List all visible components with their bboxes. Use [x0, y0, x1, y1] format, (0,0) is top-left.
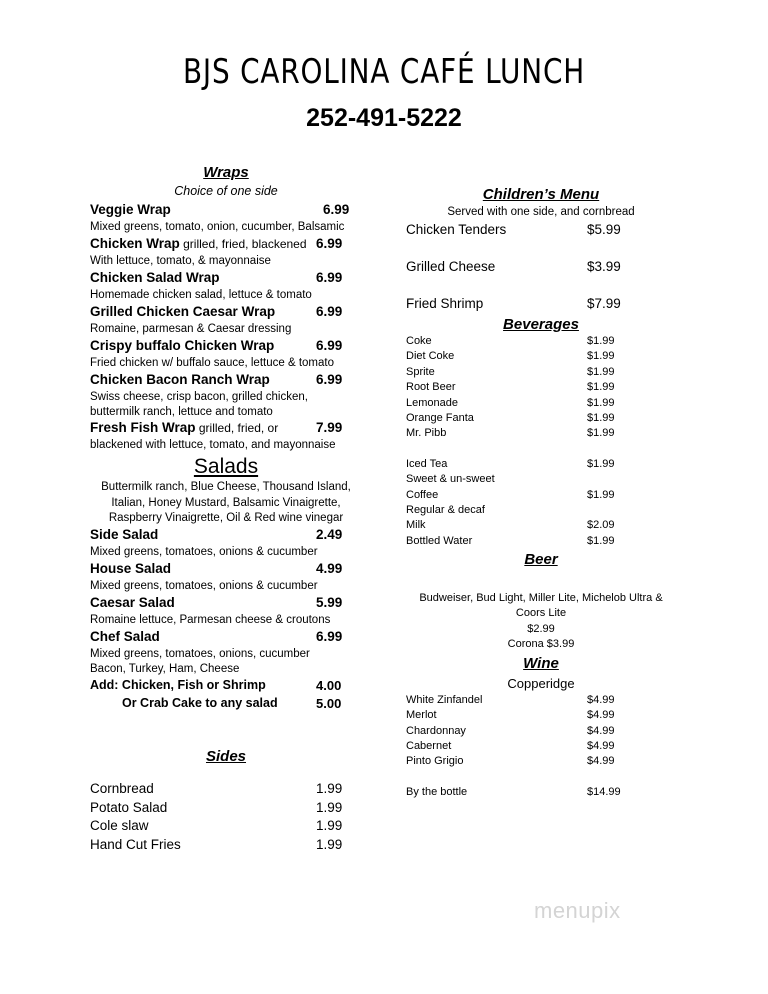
wrap-price: 6.99	[316, 338, 343, 353]
salad-addon-label: Or Crab Cake to any salad	[122, 696, 278, 710]
wrap-name-suffix: grilled, fried, blackened	[179, 237, 307, 251]
wrap-description: With lettuce, tomato, & mayonnaise	[90, 255, 271, 267]
side-price: 1.99	[316, 818, 343, 833]
wine-name: Chardonnay	[406, 725, 466, 737]
wrap-description: blackened with lettuce, tomato, and mayonnaise	[90, 439, 336, 451]
beverage-name: Milk	[406, 519, 426, 531]
salad-addon-price: 4.00	[316, 678, 342, 693]
kids-item-price: $7.99	[587, 296, 621, 311]
kids-item-price: $5.99	[587, 222, 621, 237]
wrap-name: Grilled Chicken Caesar Wrap	[90, 304, 276, 319]
beverage-price: $1.99	[587, 350, 615, 362]
beer-line: $2.99	[527, 623, 555, 635]
beverage-name: Coke	[406, 335, 432, 347]
salad-name: Caesar Salad	[90, 595, 175, 610]
salad-description: Mixed greens, tomatoes, onions & cucumber	[90, 546, 318, 558]
salad-price: 2.49	[316, 527, 343, 542]
wrap-name: Chicken Bacon Ranch Wrap	[90, 372, 270, 387]
salad-description: Mixed greens, tomatoes, onions & cucumber	[90, 580, 318, 592]
salad-addon-label: Add: Chicken, Fish or Shrimp	[90, 678, 266, 692]
wrap-name: Chicken Salad Wrap	[90, 270, 220, 285]
beverages-heading: Beverages	[503, 316, 579, 333]
wrap-price: 6.99	[316, 304, 343, 319]
wraps-subheading: Choice of one side	[174, 184, 278, 198]
beverage-price: $1.99	[587, 412, 615, 424]
beer-line: Corona $3.99	[507, 638, 575, 650]
wrap-item-name	[90, 202, 171, 217]
childrens-menu-heading: Children’s Menu	[482, 186, 600, 203]
beverage-name: Lemonade	[406, 397, 458, 409]
beverage-name: Regular & decaf	[406, 504, 485, 516]
beverage-price: $1.99	[587, 458, 615, 470]
salad-name: Chef Salad	[90, 629, 160, 644]
wrap-name: Chicken Wrap	[90, 236, 180, 251]
wrap-price: 6.99	[316, 270, 343, 285]
wrap-item-name	[90, 236, 307, 251]
beverage-name: Bottled Water	[406, 535, 473, 547]
kids-item-name: Grilled Cheese	[406, 259, 496, 274]
beer-line: Coors Lite	[515, 607, 567, 619]
salad-price: 6.99	[316, 629, 343, 644]
beverage-price: $2.09	[587, 519, 615, 531]
wrap-price: 6.99	[316, 236, 343, 251]
beer-heading: Beer	[524, 551, 558, 568]
salad-price: 5.99	[316, 595, 343, 610]
side-price: 1.99	[316, 836, 343, 852]
wine-name: White Zinfandel	[406, 694, 483, 706]
beverage-price: $1.99	[587, 397, 615, 409]
wine-price: $4.99	[587, 725, 615, 737]
wrap-price: 6.99	[323, 202, 350, 217]
salad-description: Bacon, Turkey, Ham, Cheese	[90, 663, 240, 675]
salads-heading: Salads	[193, 455, 259, 478]
wrap-description: Fried chicken w/ buffalo sauce, lettuce & tomato	[90, 357, 334, 369]
salad-name: House Salad	[90, 561, 172, 576]
salad-addon-price: 5.00	[316, 696, 342, 711]
side-name: Cornbread	[90, 781, 154, 796]
wrap-description: Homemade chicken salad, lettuce & tomato	[90, 289, 312, 301]
beverage-price: $1.99	[587, 381, 615, 393]
childrens-menu-subheading: Served with one side, and cornbread	[447, 206, 635, 218]
side-name: Hand Cut Fries	[90, 836, 181, 852]
beverage-name: Diet Coke	[406, 350, 455, 362]
salad-description: Romaine lettuce, Parmesan cheese & croutons	[90, 614, 331, 626]
wrap-name: Crispy buffalo Chicken Wrap	[90, 338, 275, 353]
sides-heading: Sides	[205, 748, 247, 765]
beverage-price: $1.99	[587, 427, 615, 439]
beverage-name: Root Beer	[406, 381, 456, 393]
salad-description: Mixed greens, tomatoes, onions, cucumber	[90, 648, 310, 660]
wine-name: By the bottle	[406, 786, 468, 798]
wrap-price: 7.99	[316, 420, 343, 435]
wine-price: $14.99	[587, 786, 621, 798]
beer-line: Budweiser, Bud Light, Miller Lite, Michelob Ultra &	[419, 592, 663, 604]
wrap-item-name	[90, 372, 270, 387]
restaurant-title: BJS CAROLINA CAFÉ LUNCH	[182, 52, 586, 92]
wine-subheading: Copperidge	[507, 676, 575, 691]
beverage-price: $1.99	[587, 535, 615, 547]
wrap-item-name	[90, 270, 220, 285]
beverage-price: $1.99	[587, 489, 615, 501]
wine-heading: Wine	[523, 655, 559, 672]
kids-item-name: Fried Shrimp	[406, 296, 484, 311]
wrap-description: Romaine, parmesan & Caesar dressing	[90, 323, 292, 335]
wrap-price: 6.99	[316, 372, 343, 387]
side-name: Cole slaw	[90, 818, 149, 833]
salad-name: Side Salad	[90, 527, 159, 542]
wrap-item-name	[90, 304, 275, 319]
wrap-name-suffix: grilled, fried, or	[195, 421, 279, 435]
wine-name: Merlot	[406, 709, 437, 721]
beverage-price: $1.99	[587, 366, 615, 378]
dressing-list-line: Raspberry Vinaigrette, Oil & Red wine vinegar	[108, 512, 344, 524]
wrap-description: buttermilk ranch, lettuce and tomato	[90, 406, 273, 418]
menupix-watermark: menupix	[534, 898, 621, 923]
side-price: 1.99	[316, 781, 343, 796]
salad-price: 4.99	[316, 561, 343, 576]
beverage-name: Sprite	[406, 366, 435, 378]
wraps-heading: Wraps	[203, 164, 249, 181]
wrap-description: Mixed greens, tomato, onion, cucumber, Balsamic	[90, 221, 345, 233]
wine-price: $4.99	[587, 709, 615, 721]
beverage-name: Sweet & un-sweet	[406, 473, 495, 485]
side-price: 1.99	[316, 799, 343, 815]
beverage-name: Mr. Pibb	[406, 427, 447, 439]
beverage-name: Coffee	[406, 489, 439, 501]
wrap-description: Swiss cheese, crisp bacon, grilled chicken,	[90, 391, 308, 403]
phone-number: 252-491-5222	[306, 104, 462, 132]
beverage-price: $1.99	[587, 335, 615, 347]
wine-price: $4.99	[587, 694, 615, 706]
side-name: Potato Salad	[90, 799, 168, 815]
dressing-list-line: Buttermilk ranch, Blue Cheese, Thousand Island,	[101, 481, 351, 493]
kids-item-name: Chicken Tenders	[406, 222, 507, 237]
wine-name: Cabernet	[406, 740, 452, 752]
beverage-name: Orange Fanta	[406, 412, 474, 424]
wine-price: $4.99	[587, 755, 615, 767]
wrap-name: Veggie Wrap	[90, 202, 171, 217]
kids-item-price: $3.99	[587, 259, 621, 274]
wine-price: $4.99	[587, 740, 615, 752]
beverage-name: Iced Tea	[406, 458, 448, 470]
wrap-item-name	[90, 338, 274, 353]
wrap-name: Fresh Fish Wrap	[90, 420, 196, 435]
wrap-item-name	[90, 420, 278, 435]
dressing-list-line: Italian, Honey Mustard, Balsamic Vinaigrette,	[111, 496, 341, 509]
wine-name: Pinto Grigio	[406, 755, 464, 767]
